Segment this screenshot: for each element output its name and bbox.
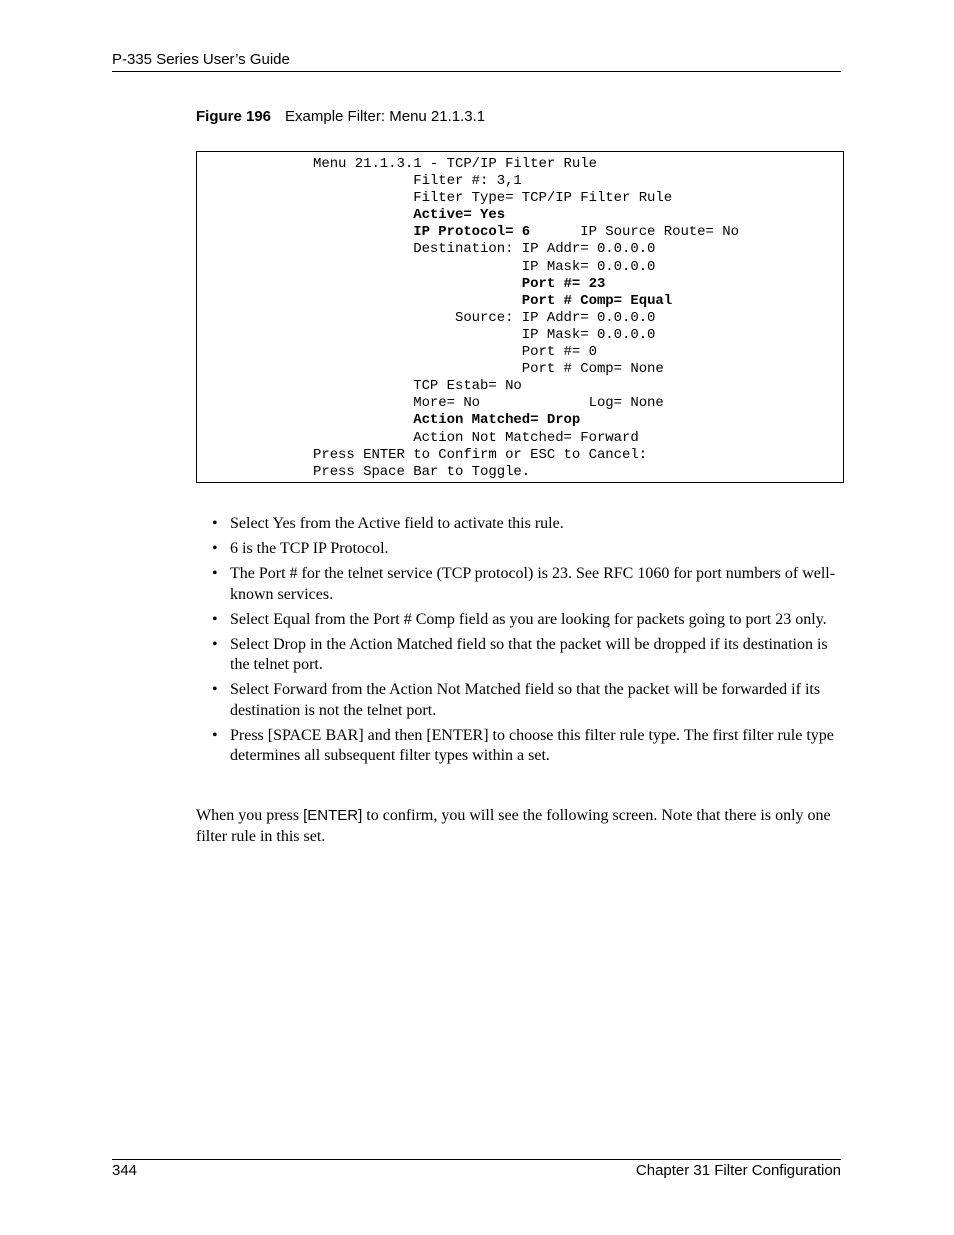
bullet-text-segment: field as you are looking for packets going to port 23 only.	[454, 610, 827, 628]
bullet-item	[212, 514, 842, 535]
bullet-item	[212, 610, 842, 631]
terminal-line-segment: Port #= 0	[313, 344, 597, 361]
terminal-line-segment: IP Mask= 0.0.0.0	[313, 326, 656, 343]
terminal-line	[313, 395, 664, 411]
terminal-line-bold-segment: Port # Comp= Equal	[521, 292, 673, 309]
terminal-line-segment: Press ENTER to Confirm or ESC to Cancel:	[313, 446, 648, 463]
instruction-bullet-list	[212, 514, 842, 771]
bullet-text-bold-segment: Active	[357, 515, 401, 532]
terminal-line-segment: TCP Estab= No	[313, 378, 522, 395]
terminal-line-segment	[313, 276, 522, 292]
bullet-text-segment: field so that the packet will be dropped if its destination is the telnet port.	[230, 635, 828, 673]
terminal-line-segment: Press Space Bar to Toggle.	[313, 463, 531, 480]
terminal-line	[313, 259, 655, 275]
bullet-text-segment: for the telnet service (TCP protocol) is 23. See RFC 1060 for port numbers of well-known services.	[230, 565, 836, 603]
terminal-line-bold-segment: Action Matched= Drop	[413, 412, 581, 429]
bullet-item	[212, 539, 842, 560]
bullet-text-segment: Select	[230, 515, 273, 532]
bullet-dot-icon: •	[212, 635, 218, 653]
terminal-line-segment: Port # Comp= None	[313, 361, 664, 378]
terminal-line-segment	[313, 412, 413, 428]
terminal-line	[313, 173, 522, 189]
terminal-line	[313, 207, 505, 223]
terminal-line	[313, 276, 605, 292]
terminal-line-segment	[313, 207, 413, 223]
terminal-line	[313, 293, 672, 309]
terminal-line-segment: IP Mask= 0.0.0.0	[313, 258, 656, 275]
terminal-line	[313, 464, 530, 480]
bullet-text-segment: from the	[295, 515, 358, 532]
bullet-dot-icon: •	[212, 540, 218, 557]
bullet-dot-icon: •	[212, 565, 218, 582]
terminal-line-bold-segment: Port #= 23	[521, 275, 606, 292]
terminal-line	[313, 327, 655, 343]
terminal-line-segment	[313, 293, 522, 309]
terminal-line	[313, 190, 672, 206]
bullet-text-segment: field to activate this rule.	[400, 515, 564, 532]
footer-divider	[112, 1159, 841, 1160]
bullet-text-bold-segment: 6	[230, 540, 238, 557]
terminal-line-bold-segment: IP Protocol= 6	[413, 224, 531, 241]
bullet-item	[212, 635, 842, 676]
bullet-text-bold-segment: IP Protocol	[312, 540, 385, 557]
closing-paragraph	[196, 806, 846, 847]
terminal-line-segment: Source: IP Addr= 0.0.0.0	[313, 309, 656, 326]
terminal-line-segment: More= No Log= None	[313, 395, 664, 412]
closing-text-after: to confirm, you will see the following screen. Note that there is only one filter rule in this set.	[196, 807, 831, 845]
bullet-dot-icon: •	[212, 515, 218, 532]
terminal-line	[313, 241, 655, 257]
terminal-line	[313, 361, 664, 377]
terminal-line-segment: Destination: IP Addr= 0.0.0.0	[313, 241, 656, 258]
terminal-line-segment: Action Not Matched= Forward	[313, 429, 639, 446]
enter-key-label: [ENTER]	[303, 807, 363, 824]
page-number: 344	[112, 1162, 138, 1179]
bullet-text-segment: The	[230, 565, 259, 582]
terminal-line	[313, 412, 580, 428]
figure-title: Example Filter: Menu 21.1.3.1	[285, 108, 486, 125]
bullet-item	[212, 564, 842, 605]
bullet-text-bold-segment: Equal	[273, 610, 311, 628]
terminal-screen-text	[313, 156, 739, 481]
bullet-text-bold-segment: Action Not Matched	[389, 681, 521, 698]
terminal-line-bold-segment: Active= Yes	[413, 207, 506, 224]
terminal-line-segment: Menu 21.1.3.1 - TCP/IP Filter Rule	[313, 156, 597, 172]
terminal-line	[313, 156, 597, 172]
bullet-text-segment: Select	[230, 681, 274, 698]
terminal-line	[313, 344, 597, 360]
header-divider	[112, 71, 841, 72]
bullet-text-bold-segment: Action Matched	[349, 635, 453, 653]
terminal-line	[313, 310, 655, 326]
bullet-text-bold-segment: Port #	[258, 565, 298, 582]
bullet-text-bold-segment: Drop	[273, 635, 306, 653]
terminal-line	[313, 447, 647, 463]
bullet-text-segment: from the	[310, 610, 374, 628]
bullet-text-segment: Select	[230, 610, 274, 628]
bullet-dot-icon: •	[212, 610, 218, 628]
terminal-line-segment: Filter Type= TCP/IP Filter Rule	[313, 190, 673, 207]
terminal-screen-figure	[196, 151, 844, 483]
bullet-text-segment: Select	[230, 635, 274, 653]
bullet-text-segment: field so that the packet will be forwarded if its destination is not the telnet port.	[230, 681, 821, 719]
bullet-text-segment: from the	[327, 681, 390, 698]
terminal-line	[313, 224, 739, 240]
bullet-dot-icon: •	[212, 681, 218, 698]
running-header-title: P-335 Series User’s Guide	[112, 51, 290, 68]
bullet-text-segment: is the TCP	[238, 540, 313, 557]
closing-text-before: When you press	[196, 807, 304, 824]
chapter-title: Chapter 31 Filter Configuration	[635, 1162, 841, 1179]
terminal-line	[313, 378, 522, 394]
bullet-dot-icon: •	[212, 726, 218, 744]
figure-caption	[196, 108, 485, 125]
figure-number: Figure 196	[196, 108, 272, 125]
bullet-text-bold-segment: Forward	[273, 681, 328, 698]
terminal-line	[313, 430, 639, 446]
bullet-text-segment: .	[384, 540, 389, 557]
bullet-text-bold-segment: Yes	[272, 515, 296, 532]
bullet-text-segment: Press [SPACE BAR] and then [ENTER] to choose this filter rule type. The first filter rule type determines all subsequent filter types within a set.	[230, 726, 834, 764]
bullet-text-segment: in the	[305, 635, 350, 653]
terminal-line-segment: IP Source Route= No	[530, 224, 739, 241]
bullet-item	[212, 726, 842, 767]
bullet-text-bold-segment: Port # Comp	[373, 610, 455, 628]
terminal-line-segment	[313, 224, 413, 240]
bullet-item	[212, 680, 842, 721]
terminal-line-segment: Filter #: 3,1	[313, 173, 522, 190]
